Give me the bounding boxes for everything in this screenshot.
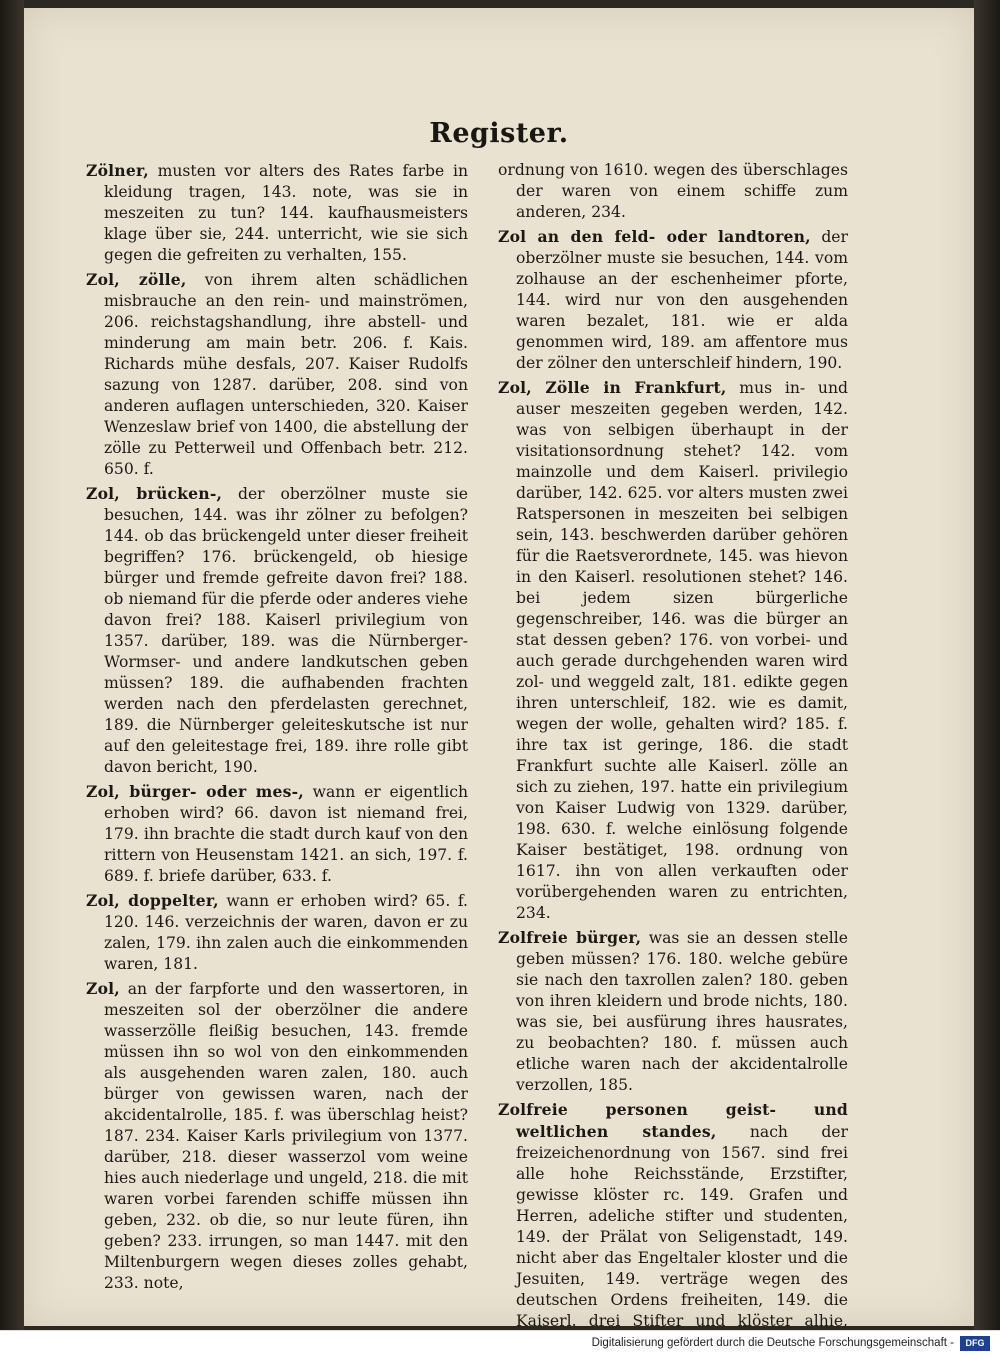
running-head: Register. [429,118,569,149]
entry-text: wann er eigentlich erhoben wird? 66. davon ist niemand frei, 179. ihn brachte die stadt durch kauf von den rittern von Heusenstam 1421. an sich, 197. f. 689. f. briefe darüber, 633. f. [104,783,468,885]
register-entry [86,978,468,1294]
entry-text: wann er erhoben wird? 65. f. 120. 146. verzeichnis der waren, davon er zu zalen, 179. ihn zalen auch die einkommenden waren, 181. [104,892,469,973]
left-column [86,160,468,1297]
entry-text: der oberzölner muste sie besuchen, 144. was ihr zölner zu befolgen? 144. ob das brückengeld unter dieser freiheit begriffen? 176. brückengeld, ob hiesige bürger und fremde gefreite davon frei? 188. ob niemand für die pferde oder anderes viehe davon frei? 188. Kaiserl privilegium von 1357. darüber, 189. was die Nürnberger- Wormser- und andere landkutschen geben müssen? 189. die aufhabenden frachten werden nach den pferdelasten gerechnet, 189. die Nürnberger geleiteskutsche ist nur auf den geleitestage frei, 189. ihre rolle gibt davon bericht, 190. [104,485,468,776]
entry-text: nach der freizeichenordnung von 1567. sind frei alle hohe Reichsstände, Erzstifter, gewisse klöster rc. 149. Grafen und Herren, adeliche stifter und studenten, 149. der Prälat von Seligenstadt, 149. nicht aber das Engeltaler kloster und die Jesuiten, 149. verträge wegen des deutschen Ordens freiheiten, 149. die Kaiserl. drei Stifter und klöster alhie, [516,1123,848,1330]
entry-heading: Zol, Zölle in Frankfurt, [498,378,727,397]
dfg-logo: DFG [960,1336,990,1351]
entry-text: ordnung von 1610. wegen des überschlages der waren von einem schiffe zum anderen, 234. [498,161,848,221]
register-entry [86,483,468,778]
book-edge-left [0,0,24,1330]
entry-heading: Zolfreie personen geist- und weltlichen standes, [498,1100,848,1141]
entry-text: musten vor alters des Rates farbe in kleidung tragen, 143. note, was sie in meszeiten zu tun? 144. kaufhausmeisters klage über sie, 244. unterricht, wie sie sich gegen die gefreiten zu verhalten, 155. [104,162,468,264]
register-entry [86,269,468,480]
right-column [498,160,848,1330]
entry-heading: Zol an den feld- oder landtoren, [498,227,811,246]
register-entry [86,781,468,887]
entry-heading: Zol, bürger- oder mes-, [86,782,304,801]
register-entry [498,226,848,374]
register-entry [498,377,848,924]
funding-credit: Digitalisierung gefördert durch die Deutsche Forschungsgemeinschaft - [591,1337,954,1349]
entry-heading: Zölner, [86,161,149,180]
register-entry [86,890,468,975]
entry-heading: Zol, doppelter, [86,891,219,910]
entry-text: der oberzölner muste sie besuchen, 144. vom zolhause an der eschenheimer pforte, 144. wird nur von den ausgehenden waren bezalet, 181. wie er alda genommen wird, 189. am affentore mus der zölner den unterschleif hindern, 190. [516,228,848,372]
register-entry [86,160,468,266]
footer-bar [0,1330,1000,1356]
entry-heading: Zol, [86,979,120,998]
entry-text: an der farpforte und den wassertoren, in meszeiten sol der oberzölner die andere wasserzölle fleißig besuchen, 143. fremde müssen ihn so wol von den einkommenden als ausgehenden waren zalen, 180. auch bürger von gewissen waren, nach der akcidentalrolle, 185. f. was überschlag heist? 187. 234. Kaiser Karls privilegium von 1377. darüber, 218. dieser wasserzol vom weine hies auch niederlage und ungeld, 218. die mit waren vorbei farenden schiffe müssen ihn geben, 232. ob die, so nur leute füren, ihn geben? 233. irrungen, so man 1447. mit den Miltenburgern wegen dieses zolles gehabt, 233. note, [104,980,468,1292]
register-entry [498,160,848,223]
book-edge-right [974,0,1000,1330]
scanned-page [24,8,974,1330]
register-entry [498,1099,848,1330]
entry-text: was sie an dessen stelle geben müssen? 176. 180. welche gebüre sie nach den taxrollen zalen? 180. geben von ihren kleidern und brode nichts, 180. was sie, bei ausfürung ihres hausrates, zu beobachten? 180. f. müssen auch etliche waren nach der akcidentalrolle verzollen, 185. [516,929,848,1094]
entry-heading: Zol, zölle, [86,270,187,289]
entry-text: von ihrem alten schädlichen misbrauche an den rein- und mainströmen, 206. reichstagshandlung, ihre abstell- und minderung am main betr. 206. f. Kais. Richards mühe desfals, 207. Kaiser Rudolfs sazung von 1287. darüber, 208. sind von anderen auflagen unterschieden, 320. Kaiser Wenzeslaw brief von 1400, die abstellung der zölle zu Petterweil und Offenbach betr. 212. 650. f. [104,271,468,478]
register-entry [498,927,848,1096]
entry-heading: Zolfreie bürger, [498,928,642,947]
entry-text: mus in- und auser meszeiten gegeben werden, 142. was von selbigen überhaupt in der visitationsordnung stehet? 142. vom mainzolle und dem Kaiserl. privilegio darüber, 142. 625. vor alters musten zwei Ratspersonen in meszeiten bei selbigen sein, 143. beschwerden darüber gehören für die Raetsverordnete, 145. was hievon in den Kaiserl. resolutionen stehet? 146. bei jedem sizen bürgerliche gegenschreiber, 146. was die bürger an stat dessen geben? 176. von vorbei- und auch gerade durchgehenden waren wird zol- und weggeld zalt, 181. edikte gegen ihren unterschleif, 182. wie es damit, wegen der wolle, gehalten wird? 185. f. ihre tax ist geringe, 186. die stadt Frankfurt suchte alle Kaiserl. zölle an sich zu ziehen, 197. hatte ein privilegium von Kaiser Ludwig von 1329. darüber, 198. 630. f. welche einlösung folgende Kaiser bestätiget, 198. ordnung von 1617. ihn von allen verkauften oder vorübergehenden waren zu entrichten, 234. [516,379,848,922]
entry-heading: Zol, brücken-, [86,484,223,503]
